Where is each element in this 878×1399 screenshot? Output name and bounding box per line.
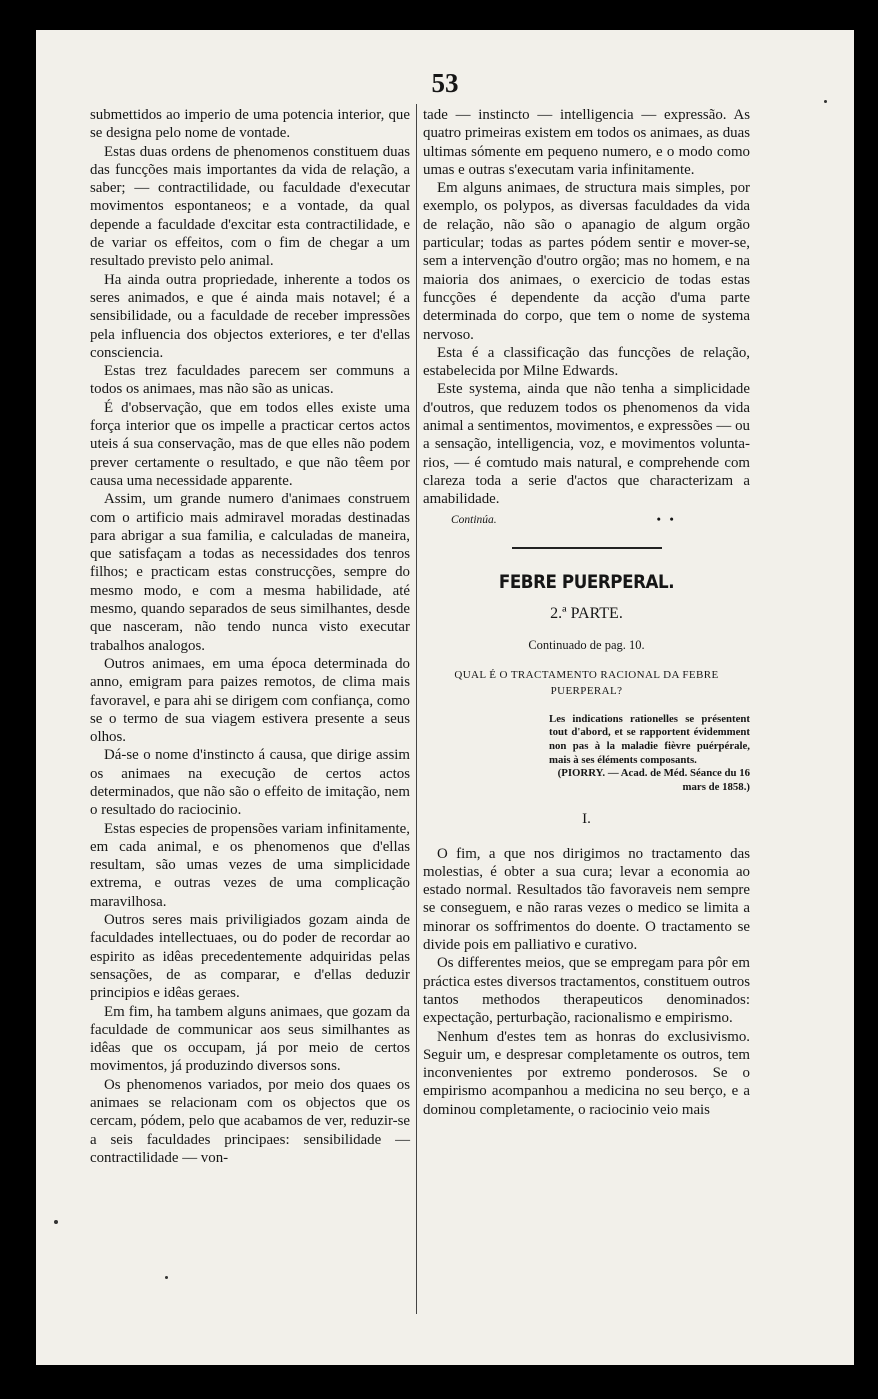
paragraph: Em alguns animaes, de structura mais simples, por exemplo, os polypos, as diversas faculdades da vida de relação, não são o apanagio de algum orgão particular; todas as partes pódem sentir e mover-se, sem a intervenção d'outro orgão; mas no homem, e na maioria dos animaes, o exercicio de todas estas funcções é dependente da acção d'uma parte determinada do corpo, que tem o nome de systema nervoso. (423, 180, 750, 343)
print-speck (54, 1220, 58, 1224)
continued-note: Continuado de pag. 10. (528, 638, 645, 653)
page-number: 53 (431, 68, 459, 98)
paragraph: Os differentes meios, que se empregam para pôr em práctica estes diversos tractamentos, constituem outros tantos methodos therapeuticos denominados: expectação, perturbação, racionalismo e empirismo. (423, 955, 750, 1027)
print-speck (824, 100, 827, 103)
column-divider (416, 104, 417, 1314)
paragraph: Dá-se o nome d'instincto á causa, que dirige assim os animaes na execução de certos actos determinados, que não são o effeito de imitação, nem o resultado do raciocinio. (90, 747, 410, 819)
epigraph (549, 713, 750, 795)
paragraph: Outros animaes, em uma época determinada do anno, emigram para paizes remotos, de clima mais favoravel, e para ahi se dirigem com confiança, como se o termo de sua viagem estivera presente a seus olhos. (90, 655, 410, 746)
section-title: FEBRE PUERPERAL. (498, 570, 675, 593)
paragraph: O fim, a que nos dirigimos no tractamento das molestias, é obter a sua cura; levar a economia ao estado normal. Resultados tão favoraveis nem sempre se conseguem, e não raras vezes o medico se limita a minorar os soffrimentos do doente. O tractamento se divide pois em palliativo e curativo. (423, 845, 750, 954)
paragraph: Esta é a classificação das funcções de relação, estabelecida por Milne Edwards. (423, 344, 750, 380)
epigraph-reference: (PIORRY. — Acad. de Méd. Séance du 16 mars de 1858.) (557, 767, 750, 793)
part-heading: 2.ª PARTE. (550, 605, 623, 623)
newspaper-page (36, 30, 854, 1365)
paragraph: Estas trez faculdades parecem ser communs a todos os animaes, mas não são as unicas. (90, 363, 410, 398)
paragraph: Estas duas ordens de phenomenos constituem duas das funcções mais importantes da vida de relação, a saber; — contractilidade, ou faculdade d'executar movimentos espontaneos; e a vontade, da qual depende a faculdade d'excitar esta contractilidade, e de variar os effeitos, com o fim de chegar a um resultado previsto pelo animal. (90, 143, 410, 270)
section-separator (512, 547, 662, 549)
paragraph: Outros seres mais priviligiados gozam ainda de faculdades intellectuaes, ou do poder de recordar ao espirito as idêas precedentemente adquiridas pelas sensações, de as comparar, e d'ellas deduzir principios e idêas geraes. (90, 912, 410, 1002)
paragraph: Nenhum d'estes tem as honras do exclusivismo. Seguir um, e despresar completamente os outros, tem inconvenientes por extremo ponderosos. Se o empirismo acompanhou a medicina no seu berço, e a dominou completamente, o raciocinio veio mais (423, 1028, 750, 1118)
continua-dots: • • (656, 513, 677, 526)
paragraph: Este systema, ainda que não tenha a simplicidade d'outros, que reduzem todos os phenomenos da vida animal a sentimentos, movimentos, e expressões — ou a sensação, intelligencia, voz, e movimentos voluntarios, — é comtudo mais natural, e comprehende com clareza toda a serie d'actos que characterizam a amabilidade. (423, 381, 750, 508)
roman-numeral-heading: I. (582, 811, 591, 828)
paragraph: tade — instincto — intelligencia — expressão. As quatro primeiras existem em todos os animaes, as duas ultimas sómente em pequeno numero, e o modo como umas e outras s'executam varia infinitamente. (423, 107, 750, 178)
epigraph-text: Les indications rationelles se présentent tout d'abord, et se rapportent évidemment non pas à la maladie fièvre puérpérale, mais à ses éléments composants. (549, 712, 750, 766)
paragraph: Os phenomenos variados, por meio dos quaes os animaes se relacionam com os objectos que os cercam, pódem, pelo que acabamos de ver, reduzir-se a seis faculdades principaes: sensibilidade — contractilidade — von- (90, 1076, 410, 1166)
continua-line (423, 511, 750, 529)
print-speck (165, 1276, 168, 1279)
right-column (423, 106, 750, 1119)
paragraph: submettidos ao imperio de uma potencia interior, que se designa pelo nome de vontade. (90, 107, 410, 142)
left-column (90, 106, 410, 1167)
paragraph: É d'observação, que em todos elles existe uma força interior que os impelle a practicar certos actos uteis á sua conservação, mas de que elles não podem prever certamente o resultado, e que não têem por causa uma necessidade apparente. (90, 399, 410, 489)
continua-label: Continúa. (451, 513, 497, 526)
paragraph: Assim, um grande numero d'animaes construem com o artificio mais admiravel moradas destinadas para abrigar a sua familia, e calculadas de maneira, que satisfaçam a todas as necessidades dos tenros filhos; e practicam estas construcções, sempre do mesmo modo, e com a mesma habilidade, até mesmo, quando separados de seus similhantes, desde que nasceram, não tendo nunca visto executar trabalhos analogos. (90, 491, 410, 654)
paragraph: Em fim, ha tambem alguns animaes, que gozam da faculdade de communicar aos seus similhantes as idêas que os occupam, já por meio de certos movimentos, já produzindo diversos sons. (90, 1003, 410, 1075)
question-heading: QUAL É O TRACTAMENTO RACIONAL DA FEBRE PUERPERAL? (454, 668, 719, 697)
paragraph: Ha ainda outra propriedade, inherente a todos os seres animados, e que é ainda mais notavel; é a sensibilidade, ou a faculdade de receber impressões pela influencia dos objectos exteriores, e ter d'ellas consciencia. (90, 271, 410, 361)
paragraph: Estas especies de propensões variam infinitamente, em cada animal, e os phenomenos que d'ellas resultam, são umas vezes de uma simplicidade extrema, e outras vezes de uma complicação maravilhosa. (90, 820, 410, 910)
